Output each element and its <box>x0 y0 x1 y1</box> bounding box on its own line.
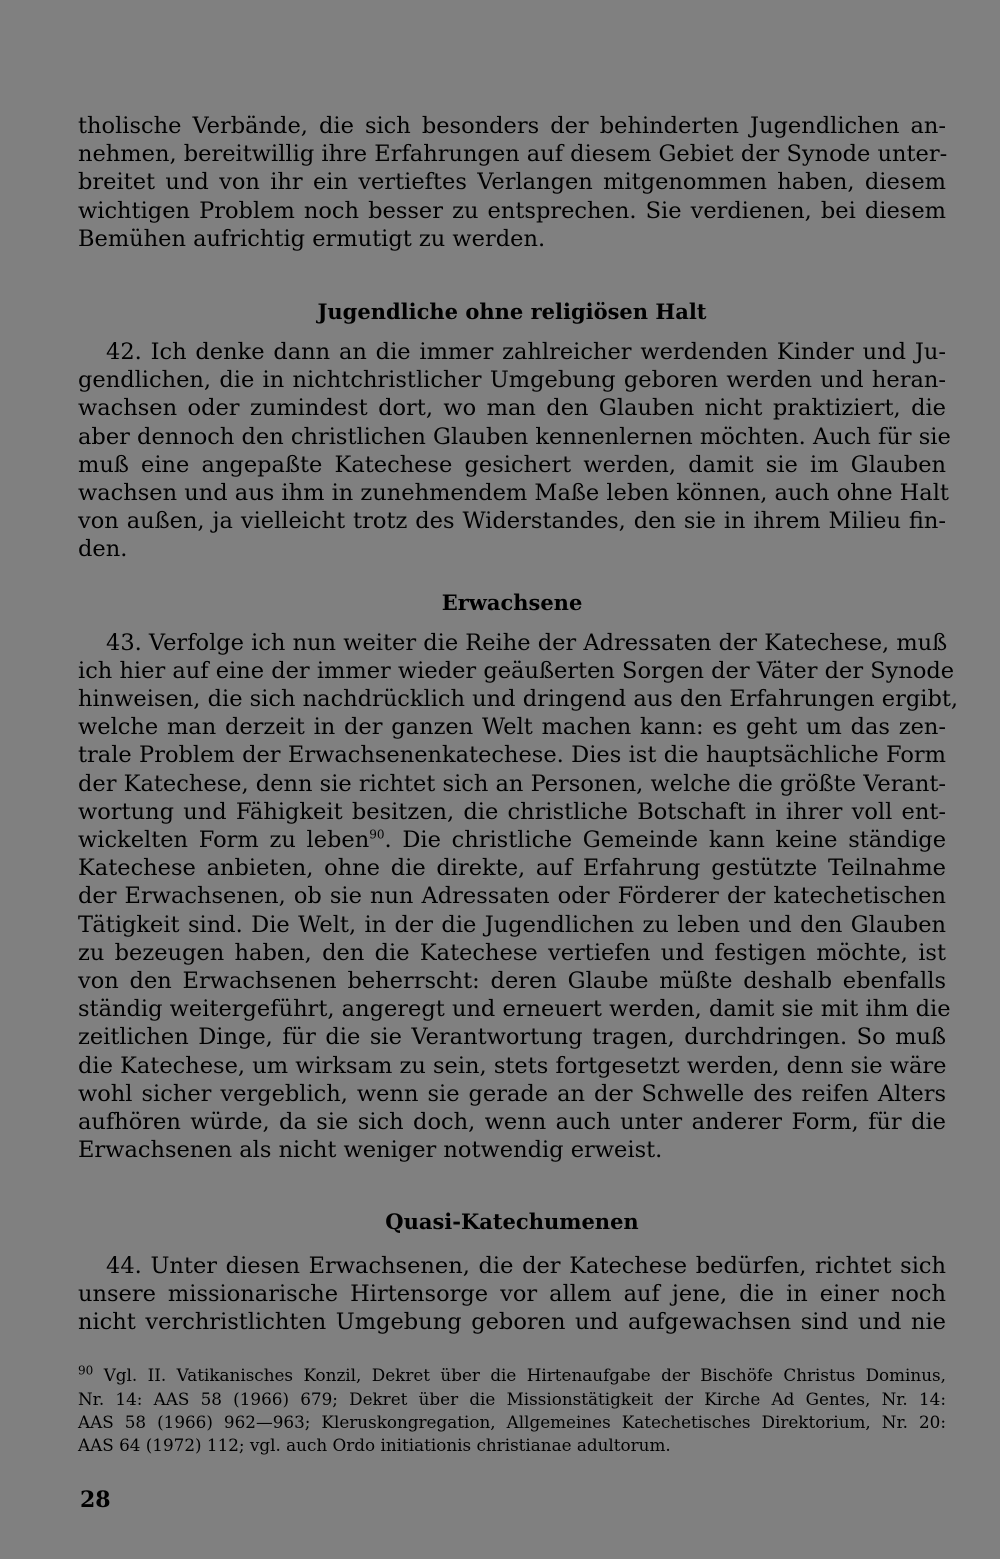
footnote-mark: 90 <box>78 1363 94 1378</box>
text-line: hinweisen, die sich nachdrücklich und dringend aus den Erfahrungen ergibt, <box>78 686 959 713</box>
text-line: nicht verchristlichten Umgebung geboren und aufgewachsen sind und nie <box>78 1308 946 1335</box>
footnote-line: AAS 64 (1972) 112; vgl. auch Ordo initiationis christianae adultorum. <box>78 1435 671 1456</box>
section-42-paragraph <box>78 338 951 564</box>
text-line: gendlichen, die in nichtchristlicher Umgebung geboren werden und heran- <box>78 367 946 394</box>
text-line: Katechese anbieten, ohne die direkte, auf Erfahrung gestützte Teilnahme <box>78 855 946 882</box>
footnote <box>78 1364 946 1458</box>
text-line: unsere missionarische Hirtensorge vor allem auf jene, die in einer noch <box>78 1280 946 1307</box>
section-heading-44: Quasi-Katechumenen <box>385 1208 639 1234</box>
text-line: breitet und von ihr ein vertieftes Verlangen mitgenommen haben, diesem <box>78 169 946 196</box>
section-44-paragraph <box>78 1252 946 1337</box>
text-line: der Erwachsenen, ob sie nun Adressaten oder Förderer der katechetischen <box>78 883 946 910</box>
text-line: zeitlichen Dinge, für die sie Verantwortung tragen, durchdringen. So muß <box>78 1024 946 1051</box>
text-line: zu bezeugen haben, den die Katechese vertiefen und festigen möchte, ist <box>78 939 946 966</box>
text-line: Bemühen aufrichtig ermutigt zu werden. <box>78 225 546 252</box>
footnote-reference[interactable]: 90 <box>369 827 385 842</box>
text-line: 42. Ich denke dann an die immer zahlreicher werdenden Kinder und Ju- <box>106 339 946 366</box>
text-line: tholische Verbände, die sich besonders der behinderten Jugendlichen an- <box>78 113 946 139</box>
section-heading-42: Jugendliche ohne religiösen Halt <box>317 299 707 325</box>
text-line: welche man derzeit in der ganzen Welt machen kann: es geht um das zen- <box>78 714 946 741</box>
text-line: Tätigkeit sind. Die Welt, in der die Jugendlichen zu leben und den Glauben <box>78 911 946 938</box>
footnote-line: Nr. 14: AAS 58 (1966) 679; Dekret über die Missionstätigkeit der Kirche Ad Gentes, Nr. 14: <box>78 1388 946 1409</box>
footnote-line: AAS 58 (1966) 962—963; Kleruskongregation, Allgemeines Katechetisches Direktorium, Nr. 20: <box>78 1411 946 1432</box>
text-line: ich hier auf eine der immer wieder geäußerten Sorgen der Väter der Synode <box>78 657 955 684</box>
text-line: ständig weitergeführt, angeregt und erneuert werden, damit sie mit ihm die <box>78 996 951 1023</box>
page-body <box>78 112 959 1458</box>
text-line: wichtigen Problem noch besser zu entsprechen. Sie verdienen, bei diesem <box>78 197 946 224</box>
text-line-with-note <box>78 826 946 854</box>
text-line: wortung und Fähigkeit besitzen, die christliche Botschaft in ihrer voll ent- <box>78 798 946 825</box>
text-line: wachsen und aus ihm in zunehmendem Maße leben können, auch ohne Halt <box>78 480 949 507</box>
text-line: die Katechese, um wirksam zu sein, stets fortgesetzt werden, denn sie wäre <box>78 1052 947 1079</box>
text-line: Erwachsenen als nicht weniger notwendig erweist. <box>78 1137 663 1164</box>
intro-paragraph <box>78 112 946 253</box>
text-line: muß eine angepaßte Katechese gesichert werden, damit sie im Glauben <box>78 451 946 478</box>
text-line: 43. Verfolge ich nun weiter die Reihe der Adressaten der Katechese, muß <box>106 629 948 656</box>
text-line: 44. Unter diesen Erwachsenen, die der Katechese bedürfen, richtet sich <box>106 1252 946 1279</box>
text-fragment: wickelten Form zu leben <box>78 827 370 854</box>
text-fragment: . Die christliche Gemeinde kann keine ständige <box>384 827 947 854</box>
text-line: aber dennoch den christlichen Glauben kennenlernen möchten. Auch für sie <box>78 423 951 450</box>
section-heading-43: Erwachsene <box>441 589 583 615</box>
text-line: nehmen, bereitwillig ihre Erfahrungen auf diesem Gebiet der Synode unter- <box>78 141 948 168</box>
text-line: den. <box>78 536 128 563</box>
footnote-text: Vgl. II. Vatikanisches Konzil, Dekret über die Hirtenaufgabe der Bischöfe Christus Dominus, <box>103 1365 946 1386</box>
text-line: von außen, ja vielleicht trotz des Widerstandes, den sie in ihrem Milieu fin- <box>78 508 946 535</box>
text-line: der Katechese, denn sie richtet sich an Personen, welche die größte Verant- <box>78 770 946 797</box>
section-43-paragraph <box>78 629 959 1165</box>
text-line: aufhören würde, da sie sich doch, wenn auch unter anderer Form, für die <box>78 1109 946 1136</box>
footnote-line <box>78 1364 946 1387</box>
page-number: 28 <box>80 1487 111 1513</box>
text-line: von den Erwachsenen beherrscht: deren Glaube müßte deshalb ebenfalls <box>78 968 946 995</box>
text-line: wachsen oder zumindest dort, wo man den Glauben nicht praktiziert, die <box>78 395 946 422</box>
text-line: trale Problem der Erwachsenenkatechese. Dies ist die hauptsächliche Form <box>78 742 946 769</box>
text-line: wohl sicher vergeblich, wenn sie gerade an der Schwelle des reifen Alters <box>78 1080 946 1107</box>
